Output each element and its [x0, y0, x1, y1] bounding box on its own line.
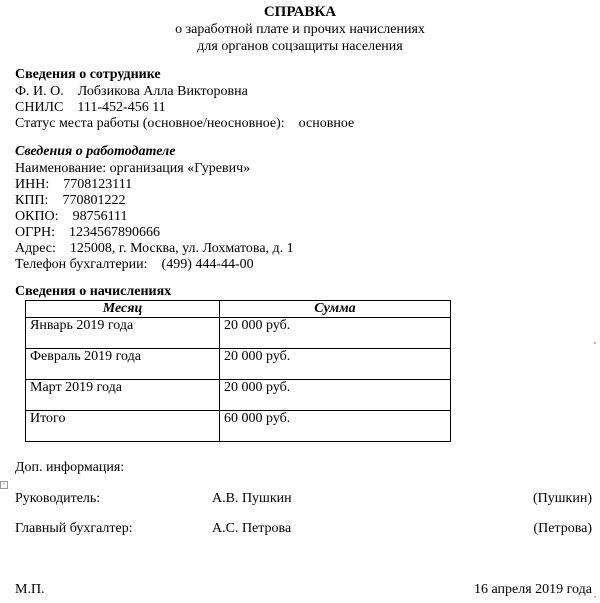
employer-ogrn-row — [15, 225, 160, 241]
employer-heading: Сведения о работодателе — [15, 144, 176, 159]
okpo-label: ОКПО: — [15, 209, 59, 224]
amount-cell: 20 000 руб. — [220, 318, 451, 349]
address-value: 125008, г. Москва, ул. Лохматова, д. 1 — [69, 241, 294, 256]
ogrn-value: 1234567890666 — [69, 225, 160, 240]
total-label-cell: Итого — [26, 411, 220, 442]
table-row — [26, 318, 451, 349]
ogrn-label: ОГРН: — [15, 225, 55, 240]
total-amount-cell: 60 000 руб. — [220, 411, 451, 442]
accountant-label: Главный бухгалтер: — [15, 521, 133, 536]
table-anchor-icon[interactable]: + — [0, 481, 8, 489]
month-cell: Февраль 2019 года — [26, 349, 220, 380]
column-header-amount: Сумма — [220, 301, 451, 318]
employer-kpp-row — [15, 193, 125, 209]
month-cell: Январь 2019 года — [26, 318, 220, 349]
head-label: Руководитель: — [15, 491, 101, 506]
kpp-label: КПП: — [15, 193, 49, 208]
table-total-row — [26, 411, 451, 442]
extra-info-label: Доп. информация: — [15, 460, 125, 475]
month-cell: Март 2019 года — [26, 380, 220, 411]
snils-label: СНИЛС — [15, 100, 64, 115]
accruals-heading: Сведения о начислениях — [15, 284, 172, 299]
phone-label: Телефон бухгалтерии: — [15, 257, 148, 272]
inn-value: 7708123111 — [63, 177, 133, 192]
status-label: Статус места работы (основное/неосновное): — [15, 116, 285, 131]
snils-value: 111-452-456 11 — [77, 100, 166, 115]
inn-label: ИНН: — [15, 177, 50, 192]
address-label: Адрес: — [15, 241, 56, 256]
fio-label: Ф. И. О. — [15, 84, 64, 99]
margin-mark — [594, 596, 596, 598]
table-row — [26, 380, 451, 411]
phone-value: (499) 444-44-00 — [161, 257, 254, 272]
fio-value: Лобзикова Алла Викторовна — [77, 84, 248, 99]
employee-fio-row — [15, 84, 248, 100]
amount-cell: 20 000 руб. — [220, 380, 451, 411]
employer-name: Наименование: организация «Гуревич» — [15, 161, 251, 176]
head-signature: (Пушкин) — [532, 491, 592, 506]
employee-heading: Сведения о сотруднике — [15, 67, 161, 82]
subtitle-line-2: для органов соцзащиты населения — [197, 39, 403, 54]
table-header-row — [26, 301, 451, 318]
margin-mark — [594, 342, 596, 344]
employee-snils-row — [15, 100, 166, 116]
employer-phone-row — [15, 257, 254, 273]
employee-status-row — [15, 116, 354, 132]
accruals-table — [25, 300, 451, 442]
okpo-value: 98756111 — [72, 209, 128, 224]
head-name: А.В. Пушкин — [212, 491, 292, 506]
subtitle-line-1: о заработной плате и прочих начислениях — [175, 22, 425, 37]
document-date: 16 апреля 2019 года — [474, 582, 592, 597]
kpp-value: 770801222 — [62, 193, 126, 208]
accountant-name: А.С. Петрова — [212, 521, 292, 536]
page-title: СПРАВКА — [263, 4, 337, 20]
employer-okpo-row — [15, 209, 128, 225]
stamp-label: М.П. — [15, 582, 45, 597]
employer-address-row — [15, 241, 294, 257]
column-header-month: Месяц — [26, 301, 220, 318]
accountant-signature: (Петрова) — [533, 521, 592, 536]
employer-inn-row — [15, 177, 132, 193]
table-row — [26, 349, 451, 380]
amount-cell: 20 000 руб. — [220, 349, 451, 380]
status-value: основное — [298, 116, 355, 131]
